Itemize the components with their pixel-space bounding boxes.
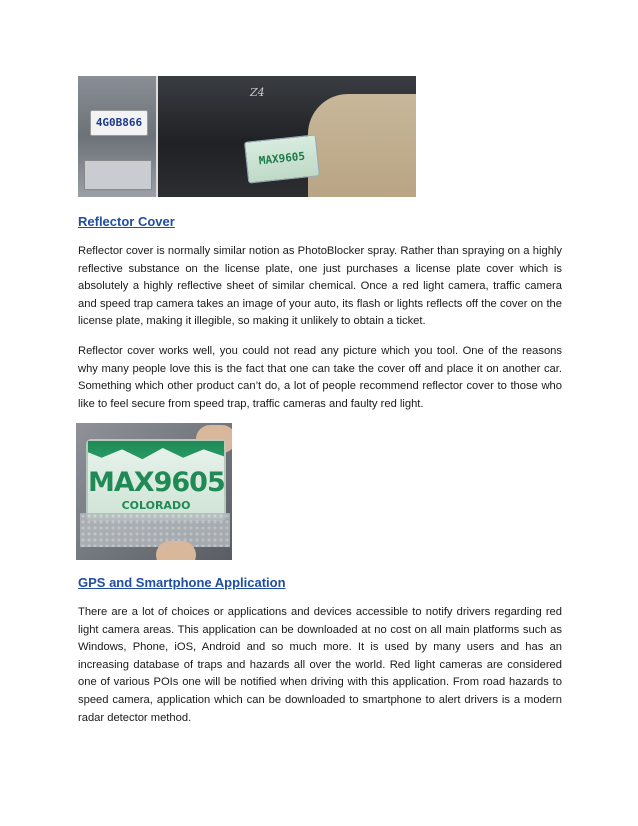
section-heading-gps-app[interactable]: GPS and Smartphone Application: [78, 575, 286, 590]
license-plate: [86, 439, 226, 521]
car-rear-photo: [158, 76, 416, 197]
mountain-graphic: [88, 441, 224, 469]
car-badge: Z4: [250, 86, 265, 99]
reflector-cover-sheet: [80, 513, 230, 547]
plate-state: COLORADO: [121, 499, 191, 512]
green-license-plate: MAX9605: [244, 134, 320, 183]
inset-license-plate: 4G0B866: [90, 110, 148, 136]
paragraph: Reflector cover works well, you could not read any picture which you tool. One of the reasons why many people love this is the fact that one can take the cover off and place it on another car. Something which other product can’t do, a lot of people recommend reflector cover to those who like to feel secure from speed trap, traffic cameras and faulty red light.: [78, 345, 562, 410]
plate-number: MAX9605: [88, 467, 225, 498]
reflector-cover-photo: [78, 76, 416, 197]
photo-inset-panel: [78, 76, 158, 197]
person-figure: [308, 94, 416, 197]
section-heading-reflector-cover[interactable]: Reflector Cover: [78, 214, 175, 229]
paragraph: Reflector cover is normally similar notion as PhotoBlocker spray. Rather than spraying on a highly reflective substance on the license plate, one just purchases a license plate cover which is absolutely a highly reflective sheet of similar chemical. Once a red light camera, traffic camera and speed trap camera takes an image of your auto, its flash or lights reflects off the cover on the license plate, making it illegible, so making it unlikely to obtain a ticket.: [78, 245, 562, 328]
colorado-plate-photo: [76, 423, 232, 560]
inset-plate-cover: [84, 160, 152, 190]
hand-bottom: [156, 541, 196, 560]
paragraph: There are a lot of choices or applications and devices accessible to notify drivers regarding red light camera areas. This application can be downloaded at no cost on all main platforms such as Windows, Phone, iOS, Android and so much more. It is used by many users and has an increasing database of traps and hazards all over the world. Red light cameras are considered one of various POIs one will be notified when driving with this application. From road hazards to speed camera, application which can be downloaded to smartphone to alert drivers is a modern radar detector method.: [78, 606, 562, 724]
